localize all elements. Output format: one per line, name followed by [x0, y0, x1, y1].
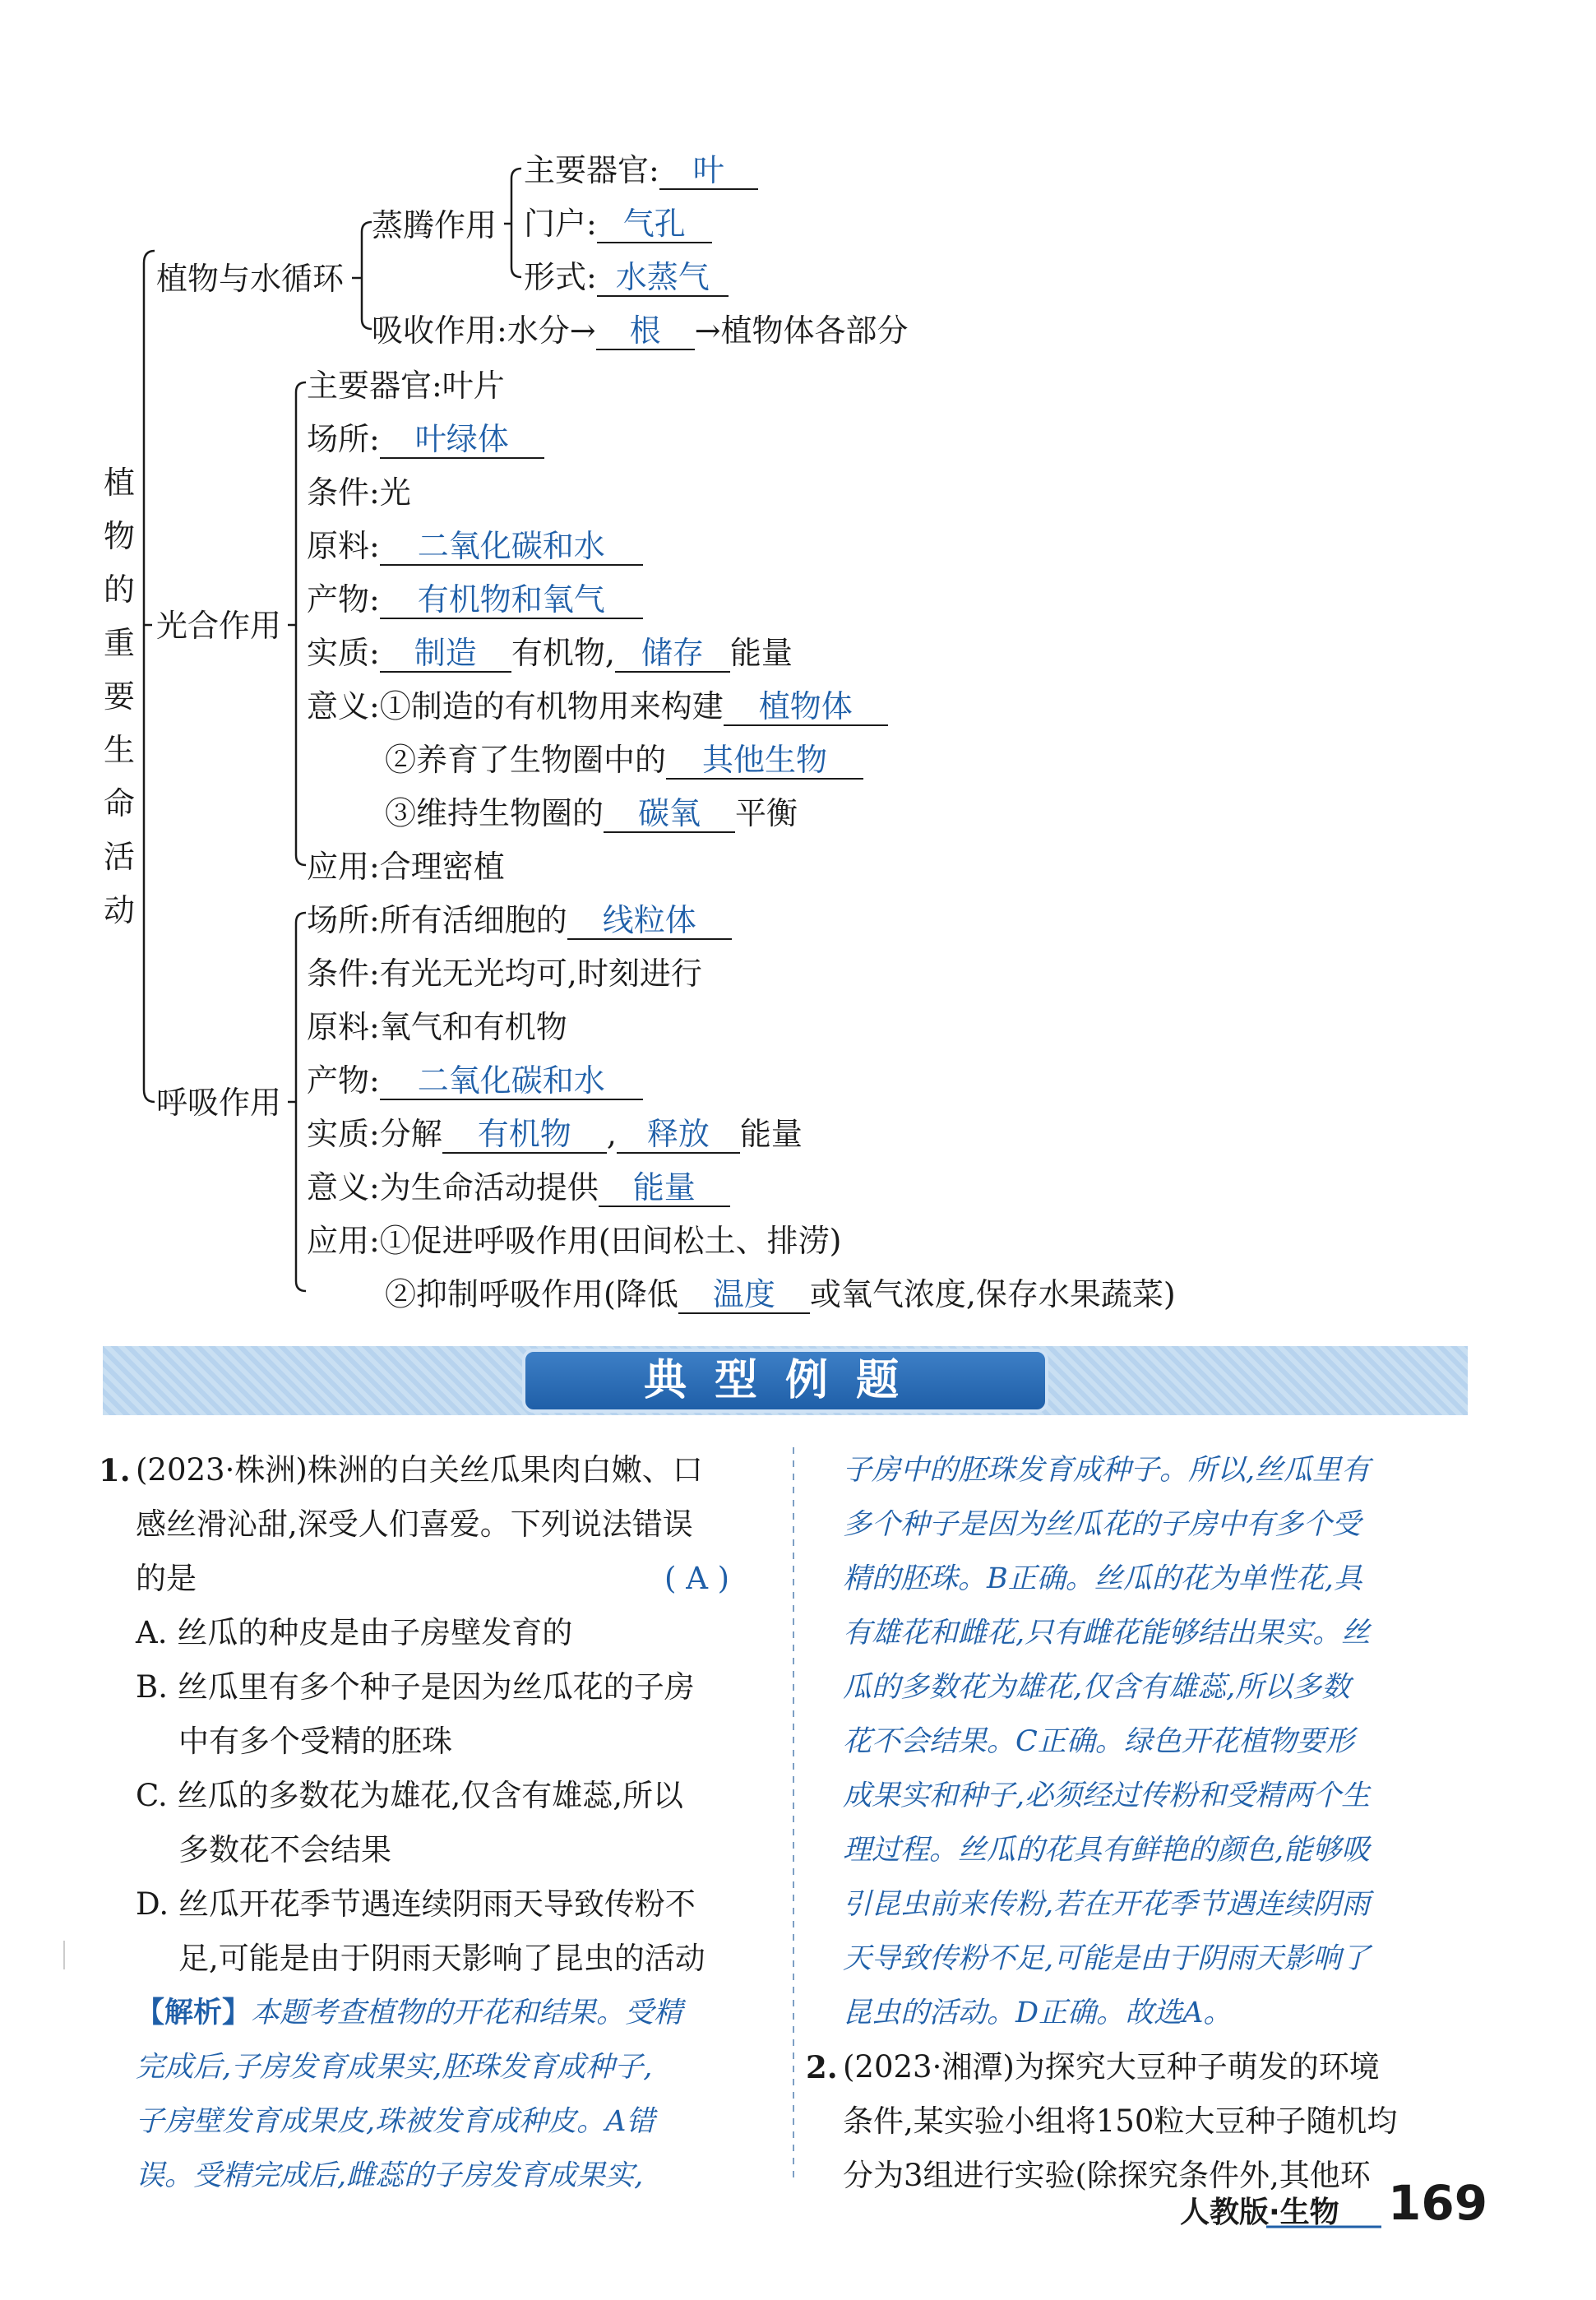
resp-app2-blank: 温度	[678, 1279, 810, 1314]
q1-number: 1.	[99, 1452, 131, 1488]
q1-option-d-cont: 足,可能是由于阴雨天影响了昆虫的活动	[178, 1941, 705, 1976]
photo-condition: 条件:光	[307, 474, 411, 511]
resp-essence-blank-1: 有机物	[442, 1118, 607, 1154]
page-number: 169	[1388, 2175, 1488, 2231]
water-cycle-label: 植物与水循环	[156, 261, 345, 297]
q2-stem-line: 条件,某实验小组将150粒大豆种子随机均	[843, 2103, 1398, 2139]
photo-raw-blank: 二氧化碳和水	[380, 530, 643, 566]
resp-essence	[307, 1118, 803, 1154]
resp-place-label: 场所:所有活细胞的	[307, 902, 567, 938]
q2-number: 2.	[806, 2049, 838, 2085]
q1-option-d: D. 丝瓜开花季节遇连续阴雨天导致传粉不	[136, 1886, 696, 1922]
photo-place-blank: 叶绿体	[380, 423, 544, 459]
resp-prod-blank: 二氧化碳和水	[380, 1065, 643, 1100]
q2-stem	[843, 2040, 1397, 2203]
photo-essence-tail: 能量	[729, 635, 793, 671]
q1-stem-line: 感丝滑沁甜,深受人们喜爱。下列说法错误	[136, 1506, 693, 1542]
q1-answer: ( A )	[664, 1561, 730, 1596]
resp-condition: 条件:有光无光均可,时刻进行	[307, 956, 702, 992]
photo-raw-label: 原料:	[307, 528, 380, 564]
q1-analysis-line: 瓜的多数花为雄花,仅含有雄蕊,所以多数	[843, 1671, 1351, 1704]
resp-application-2	[385, 1276, 1176, 1314]
photo-meaning3-blank: 碳氧	[604, 798, 735, 833]
q1-analysis-right	[843, 1443, 1370, 2040]
q1-analysis-line: 花不会结果。C正确。绿色开花植物要形	[843, 1725, 1354, 1758]
q1-analysis-line: 精的胚珠。B正确。丝瓜的花为单性花,具	[843, 1562, 1362, 1595]
q1-analysis-left	[136, 1986, 682, 2203]
resp-raw: 原料:氧气和有机物	[307, 1009, 567, 1045]
absorption-row	[372, 312, 909, 350]
photo-meaning3-tail: 平衡	[735, 795, 798, 831]
photo-place	[307, 423, 544, 459]
q1-analysis-line: 理过程。丝瓜的花具有鲜艳的颜色,能够吸	[843, 1834, 1371, 1867]
resp-app2-tail: 或氧气浓度,保存水果蔬菜)	[809, 1276, 1176, 1312]
photo-meaning-1	[307, 688, 888, 726]
photo-raw	[307, 530, 643, 566]
photo-meaning2-blank: 其他生物	[666, 744, 863, 780]
q1-option-b-cont: 中有多个受精的胚珠	[178, 1724, 452, 1759]
photo-prod-label: 产物:	[307, 581, 380, 618]
q1-analysis-line: 天导致传粉不足,可能是由于阴雨天影响了	[843, 1942, 1371, 1975]
q1-analysis-line	[136, 1986, 682, 2040]
resp-app2-label: ②抑制呼吸作用(降低	[385, 1276, 678, 1312]
q1-analysis-line: 多个种子是因为丝瓜花的子房中有多个受	[843, 1508, 1362, 1541]
absorb-label: 吸收作用:水分→	[372, 312, 596, 349]
q1-analysis-line: 完成后,子房发育成果实,胚珠发育成种子,	[136, 2051, 653, 2084]
door-blank: 气孔	[597, 208, 712, 243]
organ-blank: 叶	[659, 155, 758, 190]
q1-analysis-line: 引昆虫前来传粉,若在开花季节遇连续阴雨	[843, 1888, 1371, 1921]
q1-analysis-line: 子房壁发育成果皮,珠被发育成种皮。A错	[136, 2105, 655, 2138]
transpiration-door	[524, 208, 712, 243]
photo-meaning-2	[385, 744, 863, 780]
transpiration-label: 蒸腾作用	[372, 207, 497, 243]
footer-edition: 人教版·生物	[1180, 2196, 1339, 2229]
resp-essence-label: 实质:分解	[307, 1116, 442, 1152]
photo-meaning3-label: ③维持生物圈的	[385, 795, 604, 831]
resp-essence-tail: 能量	[739, 1116, 803, 1152]
resp-meaning-label: 意义:为生命活动提供	[307, 1169, 599, 1206]
photo-meaning1-blank: 植物体	[724, 691, 888, 726]
form-label: 形式:	[524, 259, 597, 295]
resp-prod-label: 产物:	[307, 1062, 380, 1099]
q1-stem-line: 的是	[136, 1561, 197, 1596]
analysis-tag: 【解析】	[136, 1996, 252, 2029]
root-label: 植物的重要生命活动	[103, 465, 135, 928]
transpiration-form	[524, 261, 729, 297]
resp-place	[307, 902, 732, 940]
q1-analysis-line: 昆虫的活动。D正确。故选A。	[843, 1997, 1233, 2029]
q1-stem-line: (2023·株洲)株洲的白关丝瓜果肉白嫩、口	[136, 1452, 703, 1488]
resp-meaning-blank: 能量	[599, 1172, 730, 1207]
photo-essence-blank-1: 制造	[380, 637, 511, 673]
photo-place-label: 场所:	[307, 421, 380, 457]
q2-stem-line: (2023·湘潭)为探究大豆种子萌发的环境	[843, 2049, 1380, 2085]
q1-options	[136, 1606, 705, 1986]
resp-essence-blank-2: 释放	[617, 1118, 740, 1154]
absorb-blank: 根	[596, 315, 695, 350]
form-blank: 水蒸气	[597, 261, 729, 297]
photo-essence-mid: 有机物,	[511, 635, 615, 671]
photo-meaning2-label: ②养育了生物圈中的	[385, 742, 667, 778]
absorb-tail: →植物体各部分	[694, 312, 909, 349]
q1-analysis-line: 有雄花和雌花,只有雌花能够结出果实。丝	[843, 1617, 1371, 1650]
q1-analysis-line: 子房中的胚珠发育成种子。所以,丝瓜里有	[843, 1454, 1371, 1487]
q1-stem	[136, 1443, 703, 1606]
resp-place-blank: 线粒体	[567, 905, 732, 940]
resp-essence-mid: ,	[606, 1116, 617, 1152]
q1-option-c-cont: 多数花不会结果	[178, 1832, 391, 1867]
photo-essence-label: 实质:	[307, 635, 380, 671]
section-banner-title: 典型例题	[522, 1349, 1048, 1413]
respiration-label: 呼吸作用	[156, 1085, 282, 1121]
resp-product	[307, 1062, 643, 1100]
q1-analysis-line: 成果实和种子,必须经过传粉和受精两个生	[843, 1779, 1371, 1812]
photo-application: 应用:合理密植	[307, 849, 505, 885]
resp-meaning	[307, 1169, 730, 1207]
photosynthesis-label: 光合作用	[156, 608, 282, 644]
photo-essence	[307, 637, 793, 673]
photo-product	[307, 581, 643, 619]
q1-option-a: A. 丝瓜的种皮是由子房壁发育的	[136, 1615, 573, 1650]
photo-prod-blank: 有机物和氧气	[380, 584, 643, 619]
photo-meaning1-label: 意义:①制造的有机物用来构建	[307, 688, 724, 724]
photo-organ: 主要器官:叶片	[307, 368, 505, 404]
q2-stem-line: 分为3组进行实验(除探究条件外,其他环	[843, 2158, 1371, 2193]
organ-label: 主要器官:	[524, 152, 659, 188]
door-label: 门户:	[524, 206, 597, 242]
q1-analysis-text: 本题考查植物的开花和结果。受精	[251, 1997, 683, 2029]
resp-application-1: 应用:①促进呼吸作用(田间松土、排涝)	[307, 1223, 842, 1259]
photo-essence-blank-2: 储存	[615, 637, 730, 673]
q1-analysis-line: 误。受精完成后,雌蕊的子房发育成果实,	[136, 2159, 644, 2192]
transpiration-organ	[524, 152, 758, 190]
q1-option-b: B. 丝瓜里有多个种子是因为丝瓜花的子房	[136, 1669, 695, 1705]
photo-meaning-3	[385, 795, 798, 833]
q1-option-c: C. 丝瓜的多数花为雄花,仅含有雄蕊,所以	[136, 1778, 684, 1813]
